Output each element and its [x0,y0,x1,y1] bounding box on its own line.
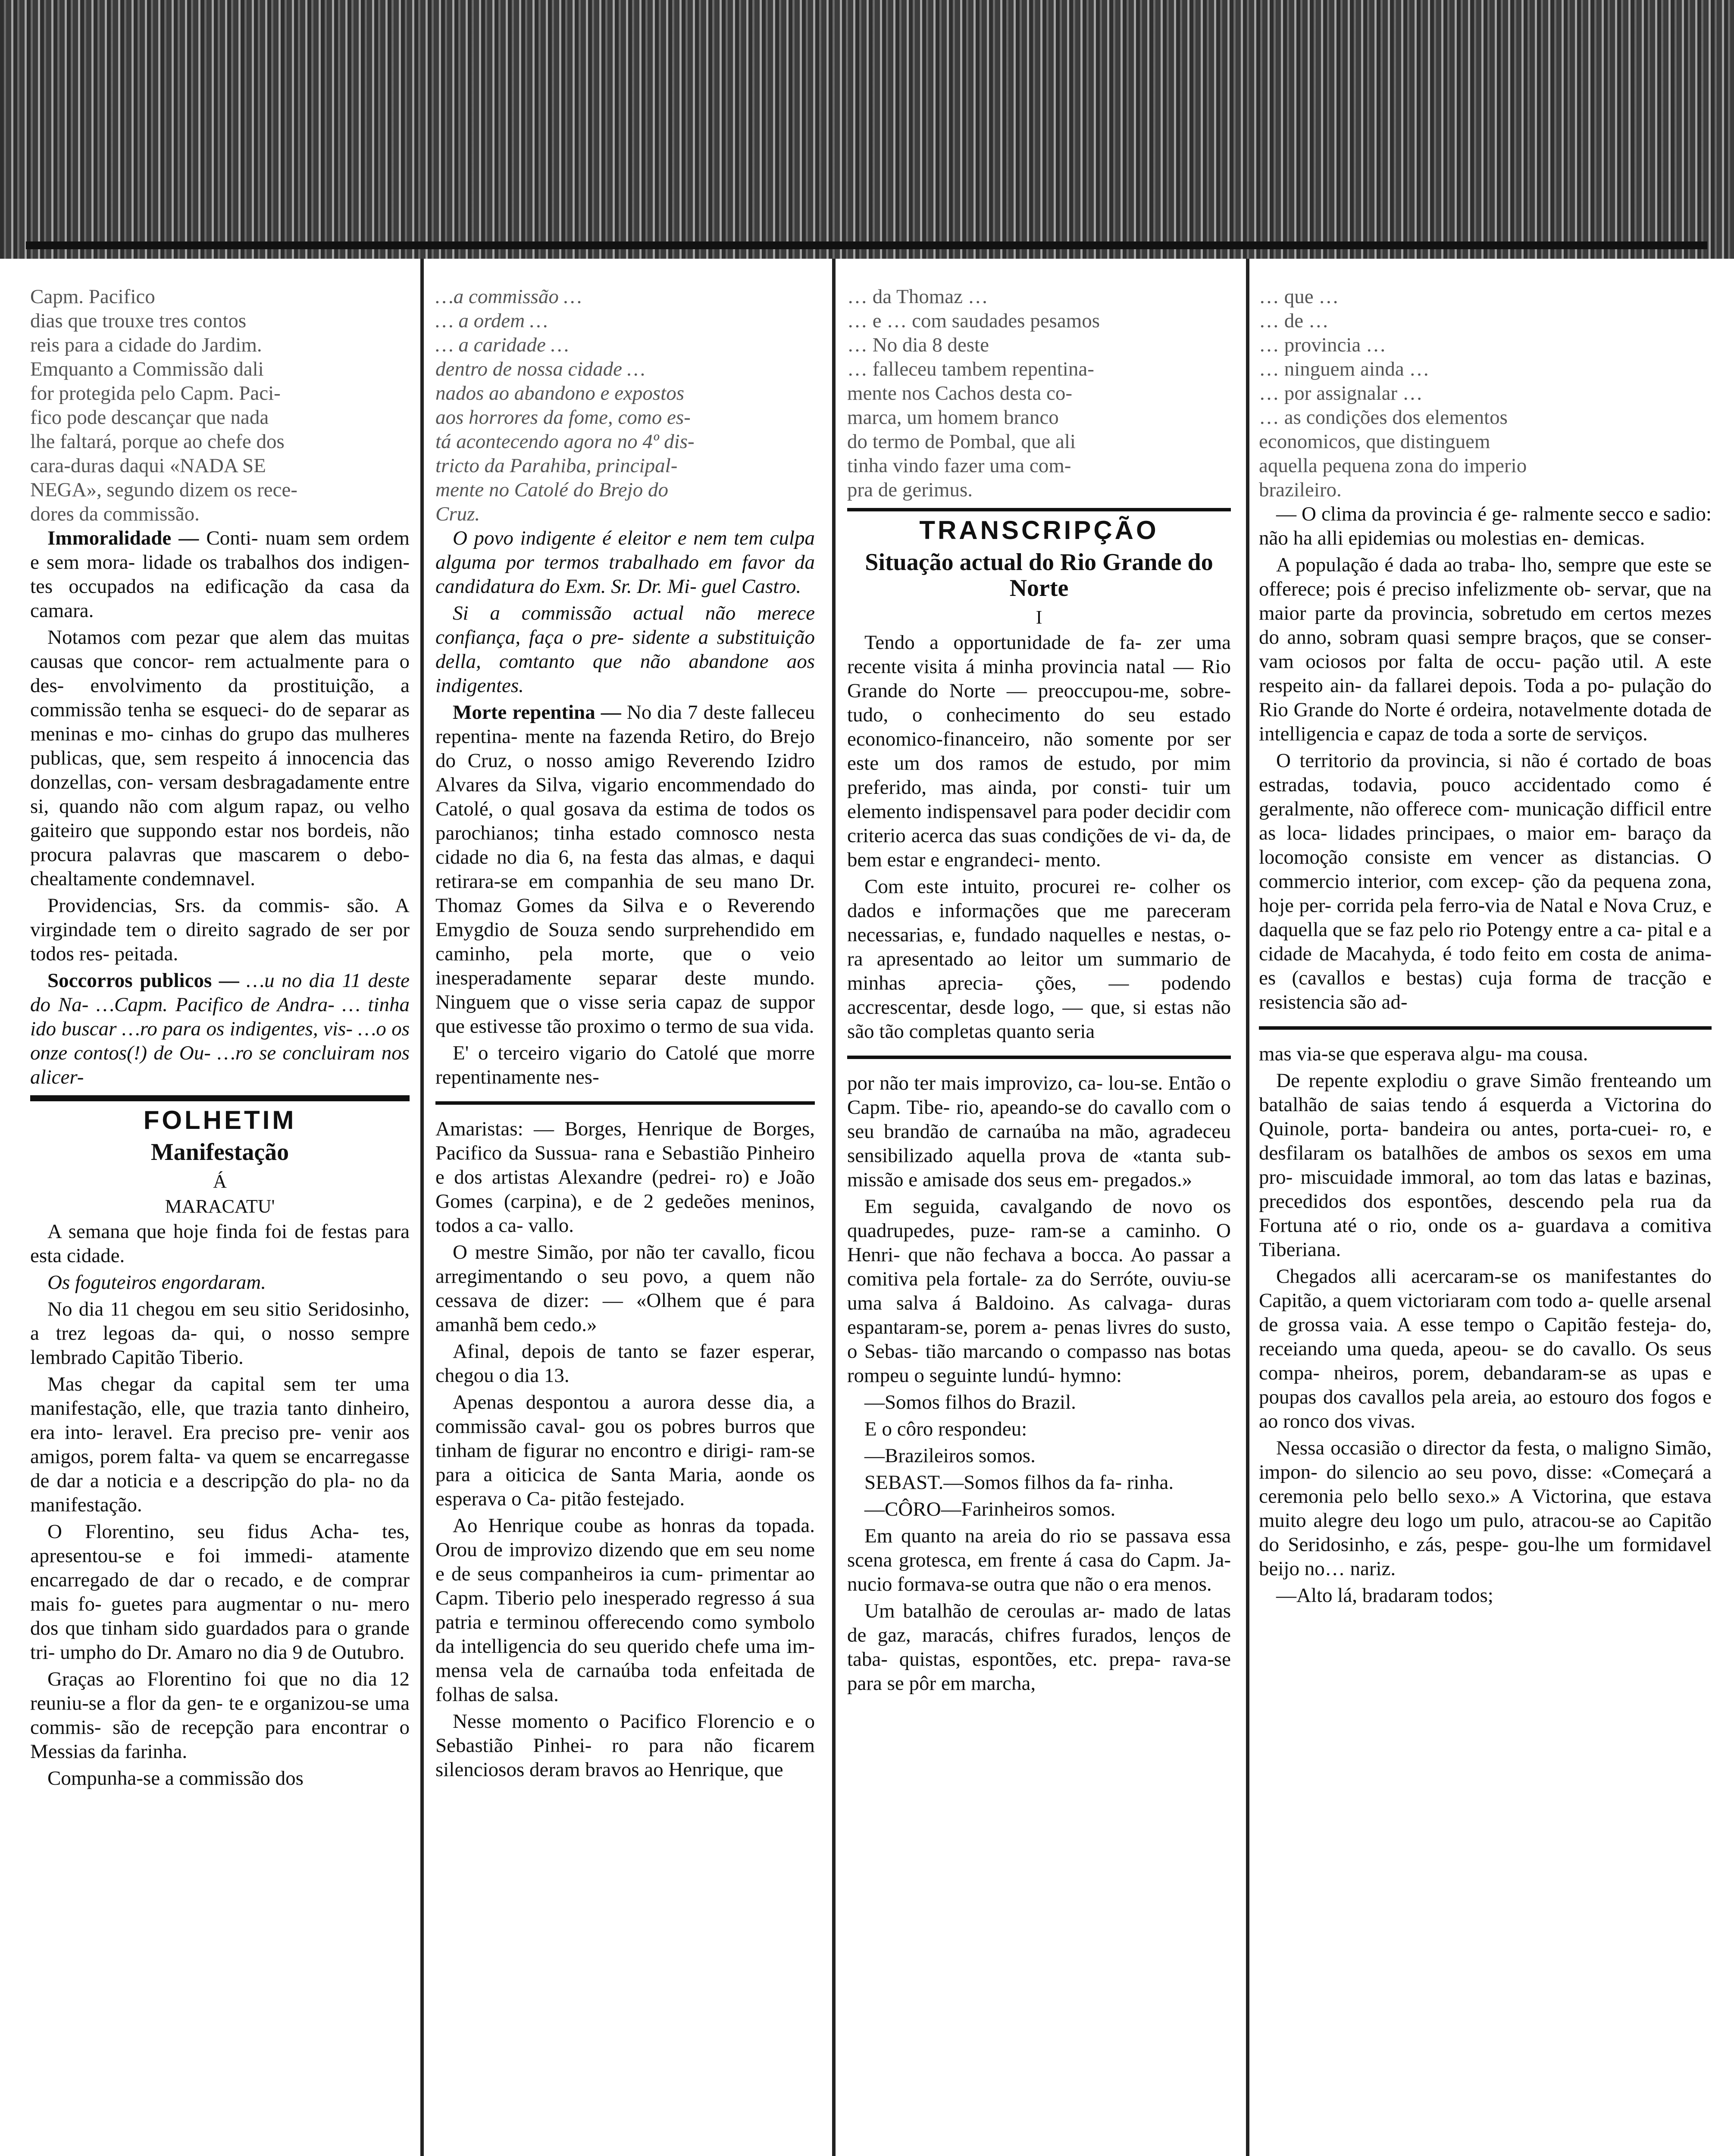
text-line: … as condições dos elementos [1259,406,1508,429]
transcripcao-heading: TRANSCRIPÇÃO [919,516,1159,545]
paragraph: Graças ao Florentino foi que no dia 12 reuniu-se a flor da gen- te e organizou-se uma commis- são de recepção para encontrar o Messias da farinha. [30,1668,410,1763]
text-line: reis para a cidade do Jardim. [30,334,262,356]
paragraph-soccorros [30,968,410,1089]
col1-top-text [30,285,410,526]
text-line: Cruz. [435,503,480,525]
text-line: aos horrores da fome, como es- [435,406,691,429]
paragraph-providencias: Providencias, Srs. da commis- são. A virgindade tem o direito sagrado de ser por todos res- peitada. [30,894,410,965]
column-divider-3 [1246,259,1249,2156]
text-line: dias que trouxe tres contos [30,310,247,332]
text-line: for protegida pelo Capm. Paci- [30,382,281,404]
paragraph: Chegados alli acercaram-se os manifestantes do Capitão, a quem victoriaram com todo a- quelle arsenal de grossa vaia. A esse tempo o Capitão festeja- do, receiando uma queda, apeou- se do cavallo. Os seus compa- nheiros, porem, debandaram-se as upas e poupas dos cavallos pela areia, ao estouro dos fogos e ao ronco dos vivas. [1259,1265,1712,1432]
column-1 [30,259,410,2156]
paragraph: SEBAST.—Somos filhos da fa- rinha. [864,1471,1174,1494]
paragraph: O Florentino, seu fidus Acha- tes, apresentou-se e foi immedi- atamente encarregado de dar o recado, e de comprar mais fo- guetes para augmentar o nu- mero dos que tinham sido guardados para o grande tri- umpho do Dr. Amaro no dia 9 de Outubro. [30,1520,410,1664]
paragraph-immoralidade [30,526,410,623]
paragraph: A semana que hoje finda foi de festas para esta cidade. [30,1220,410,1267]
section-rule [30,1095,410,1101]
roman-numeral: I [1036,607,1042,628]
text-line: fico pode descançar que nada [30,406,269,429]
paragraph: Ao Henrique coube as honras da topada. Orou de improvizo dizendo que em seu nome e de seus companheiros ia cum- primentar ao Capm. Tiberio pelo inesperado regresso á sua patria e terminou offerecendo como symbolo da intelligencia do seu querido chefe uma im- mensa vela de carnaúba toda enfeitada de folhas de salsa. [435,1514,815,1706]
paragraph-territorio: O territorio da provincia, si não é cortado de boas estradas, todavia, pouco accidentado como é geralmente, não offerece com- municação difficil entre as loca- lidades principaes, o maior em- baraço da locomoção consiste em vencer as distancias. O commercio interior, com excep- ção da pequena zona, hoje per- corrida pela ferro-via de Natal e Nova Cruz, e daquella que se faz pelo rio Potengy entre a ca- pital e a cidade de Macahyda, é todo feito em costa de anima- es (cavallos e bestas) cuja forma de tracção e resistencia são ad- [1259,749,1712,1013]
col2-top-text [435,285,815,526]
top-rule [26,241,1707,249]
paragraph: Os foguteiros engordaram. [47,1271,266,1294]
section-heading: Immoralidade — [47,527,199,549]
text-line: economicos, que distinguem [1259,430,1490,453]
section-rule [847,508,1231,511]
col3-top-text [847,285,1231,502]
paragraph: O mestre Simão, por não ter cavallo, ficou arregimentando o seu povo, a quem não cessava de dizer: — «Olhem que é para amanhã bem cedo.» [435,1241,815,1336]
paragraph-notamos: Notamos com pezar que alem das muitas causas que concor- rem actualmente para o des- envolvimento da prostituição, a commissão tenha se esqueci- do de separar as meninas e mo- cinhas do grupo das mulheres publicas, que, sem respeito á innocencia das donzellas, con- versam desbragadamente entre si, quando não com algum rapaz, ou velho gaiteiro que suppondo estar nos bordeis, não procura palavras que mascarem o debo- chealtamente condemnavel. [30,626,410,890]
paragraph: Amaristas: — Borges, Henrique de Borges, Pacifico da Sussua- rana e Sebastião Pinheiro e dos artistas Alexandre (pedrei- ro) e João Gomes (carpina), e de 2 gedeões meninos, todos a ca- vallo. [435,1118,815,1237]
paragraph-terceiro: E' o terceiro vigario do Catolé que morre repentinamente nes- [435,1042,815,1088]
text-line: nados ao abandono e expostos [435,382,685,404]
paragraph: —CÔRO—Farinheiros somos. [864,1498,1116,1520]
text-line: … No dia 8 deste [847,334,989,356]
paragraph-populacao: A população é dada ao traba- lho, sempre que este se offerece; pois é preciso infelizmente ob- servar, que na maior parte da provincia, sobretudo em certos mezes do anno, sobram quasi sempre braços, que se conser- vam ociosos por falta de occu- pação util. A este respeito ain- da fallarei depois. Toda a po- pulação do Rio Grande do Norte é ordeira, notavelmente dotada de intelligencia e capaz de toda a sorte de serviços. [1259,554,1712,745]
text-line: … ninguem ainda … [1259,358,1430,380]
paragraph-text: Conti- nuam sem ordem e sem mora- lidade os trabalhos dos indigen- tes occupados na edificação da casa da camara. [30,527,410,622]
column-divider-2 [832,259,836,2156]
text-line: do termo de Pombal, que ali [847,430,1076,453]
paragraph: mas via-se que esperava algu- ma cousa. [1259,1043,1588,1065]
section-heading: Morte repentina — [453,701,621,724]
section-rule [1259,1026,1712,1030]
text-line: NEGA», segundo dizem os rece- [30,479,297,501]
text-line: … que … [1259,285,1339,308]
paragraph: Com este intuito, procurei re- colher os dados e informações que me pareceram necessarias, e, fundado naquelles e nestas, o- ra apresentado ao leitor um summario de minhas aprecia- ções, — podendo accrescentar, desde logo, — que, si estas não são tão completas quanto seria [847,875,1231,1043]
manifestacao-a: Á [213,1171,227,1192]
manifestacao-title: Manifestação [150,1139,289,1166]
paragraph: Mas chegar da capital sem ter uma manifestação, elle, que trazia tanto dinheiro, era into- leravel. Era preciso pre- venir aos amigos, porem falta- va quem se encarregasse de dar a noticia e a descripção do pla- no da manifestação. [30,1373,410,1516]
column-4 [1259,259,1712,2156]
paragraph: Compunha-se a commissão dos [47,1767,304,1789]
text-line: aquella pequena zona do imperio [1259,454,1527,477]
text-line: … e … com saudades pesamos [847,310,1100,332]
text-line: lhe faltará, porque ao chefe dos [30,430,285,453]
section-rule [847,1056,1231,1059]
column-2 [435,259,815,2156]
paragraph: Em seguida, cavalgando de novo os quadrupedes, puze- ram-se a caminho. O Henri- que não fechava a bocca. Ao passar a comitiva pela fortale- za do Serróte, ouviu-se uma salva á Baldoino. As calvaga- duras espantaram-se, porem a- penas livres do susto, o Sebas- tião marcando o compasso nas botas rompeu o seguinte lundú- hymno: [847,1195,1231,1387]
paragraph: No dia 11 chegou em seu sitio Seridosinho, a trez legoas da- qui, o nosso sempre lembrado Capitão Tiberio. [30,1298,410,1369]
text-line: … de … [1259,310,1329,332]
text-line: Capm. Pacifico [30,285,155,308]
text-line: … a caridade … [435,334,569,356]
text-line: mente no Catolé do Brejo do [435,479,668,501]
paragraph-text: No dia 7 deste falleceu repentina- mente na fazenda Retiro, do Brejo do Cruz, o nosso amigo Reverendo Izidro Alvares da Silva, vigario encommendado do Catolé, o qual gosava da estima de todos os parochianos; tinha estado comnosco nesta cidade no dia 6, na festa das almas, e daqui retirara-se em companhia de seu mano Dr. Thomaz Gomes da Silva e o Reverendo Emygdio de Souza sendo surprehendido em caminho, pela morte, que o veio inesperadamente separar deste mundo. Ninguem que o visse seria capaz de suppor que estivesse tão proximo o termo de sua vida. [435,701,815,1037]
text-line: pra de gerimus. [847,479,973,501]
column-3 [847,259,1231,2156]
paragraph: —Alto lá, bradaram todos; [1276,1584,1493,1607]
text-line: dentro de nossa cidade … [435,358,645,380]
text-line: … por assignalar … [1259,382,1423,404]
text-line: …a commissão … [435,285,582,308]
text-line: Emquanto a Commissão dali [30,358,264,380]
text-line: tá acontecendo agora no 4º dis- [435,430,695,453]
top-smudge-area [0,0,1734,259]
text-line: … da Thomaz … [847,285,988,308]
paragraph: Afinal, depois de tanto se fazer esperar, chegou o dia 13. [435,1340,815,1387]
paragraph: Um batalhão de ceroulas ar- mado de latas de gaz, maracás, chifres furados, lenços de taba- quistas, espontões, etc. prepa- rava-se para se pôr em marcha, [847,1600,1231,1695]
paragraph-clima: — O clima da provincia é ge- ralmente secco e sadio: não ha alli epidemias ou molestias en- demicas. [1259,503,1712,549]
text-line: … provincia … [1259,334,1386,356]
situacao-title: Situação actual do Rio Grande do Norte [865,549,1213,602]
column-divider-1 [420,259,424,2156]
paragraph: Tendo a opportunidade de fa- zer uma recente visita á minha provincia natal — Rio Grande do Norte — preoccupou-me, sobre- tudo, o conhecimento do seu estado economico-financeiro, não somente por ser este um dos ramos de estudo, por mim preferido, mas ainda, por consti- tuir um elemento indispensavel para poder decidir com criterio acerca das suas condições de vi- da, de bem estar e engrandeci- mento. [847,631,1231,871]
paragraph: Nesse momento o Pacifico Florencio e o Sebastião Pinhei- ro para não ficarem silenciosos deram bravos ao Henrique, que [435,1710,815,1781]
col4-top-text [1259,285,1712,502]
paragraph: E o côro respondeu: [864,1418,1027,1440]
paragraph: por não ter mais improvizo, ca- lou-se. Então o Capm. Tibe- rio, apeando-se do cavallo com o seu brandão de carnaúba na mão, agradeceu sensibilizado aquella prova de «tanta sub- missão e amisade dos seus em- pregados.» [847,1072,1231,1191]
manifestacao-subtitle: MARACATU' [165,1196,275,1217]
folhetim-heading: FOLHETIM [143,1106,297,1134]
paragraph: Em quanto na areia do rio se passava essa scena grotesca, em frente á casa do Capm. Ja- nucio formava-se outra que não o era menos. [847,1525,1231,1595]
paragraph-commissao: Si a commissão actual não merece confiança, faça o pre- sidente a substituição della, comtanto que não abandone aos indigentes. [435,602,815,697]
text-line: tricto da Parahiba, principal- [435,454,678,477]
text-line: mente nos Cachos desta co- [847,382,1073,404]
section-heading: Soccorros publicos — [47,969,239,992]
text-line: dores da commissão. [30,503,200,525]
paragraph: Apenas despontou a aurora desse dia, a commissão caval- gou os pobres burros que tinham de figurar no encontro e dirigi- ram-se para a oiticica de Santa Maria, aonde os esperava o Ca- pitão festejado. [435,1391,815,1510]
paragraph-povo: O povo indigente é eleitor e nem tem culpa alguma por termos trabalhado em favor da candidatura do Exm. Sr. Dr. Mi- guel Castro. [435,527,815,598]
text-line: tinha vindo fazer uma com- [847,454,1071,477]
text-line: marca, um homem branco [847,406,1059,429]
text-line: brazileiro. [1259,479,1342,501]
section-rule [435,1101,815,1105]
text-line: … a ordem … [435,310,548,332]
paragraph-text: …u no dia 11 deste do Na- …Capm. Pacifico de Andra- … tinha ido buscar …ro para os indigentes, vis- …o os onze contos(!) de Ou- …ro se concluiram nos alicer- [30,969,410,1088]
text-line: cara-duras daqui «NADA SE [30,454,266,477]
paragraph: —Somos filhos do Brazil. [864,1391,1076,1413]
paragraph: —Brazileiros somos. [864,1445,1036,1467]
text-line: … falleceu tambem repentina- [847,358,1094,380]
paragraph-morte [435,700,815,1038]
paragraph: De repente explodiu o grave Simão frenteando um batalhão de saias tendo á esquerda a Victorina do Quinole, porta- bandeira ou antes, porta-cuei- ro, e desfilaram os batalhões de ambos os sexos em uma pro- miscuidade immoral, ao tom das latas e bazinas, precedidos dos espontões, descendo pela rua da Fortuna até o rio, onde os a- guardava a comitiva Tiberiana. [1259,1069,1712,1261]
paragraph: Nessa occasião o director da festa, o maligno Simão, impon- do silencio ao seu povo, disse: «Começará a ceremonia pelo bello sexo.» A Victorina, que estava muito alegre deu logo um pulo, atracou-se ao Capitão do Seridosinho, e zás, pespe- gou-lhe um formidavel beijo no… nariz. [1259,1437,1712,1580]
